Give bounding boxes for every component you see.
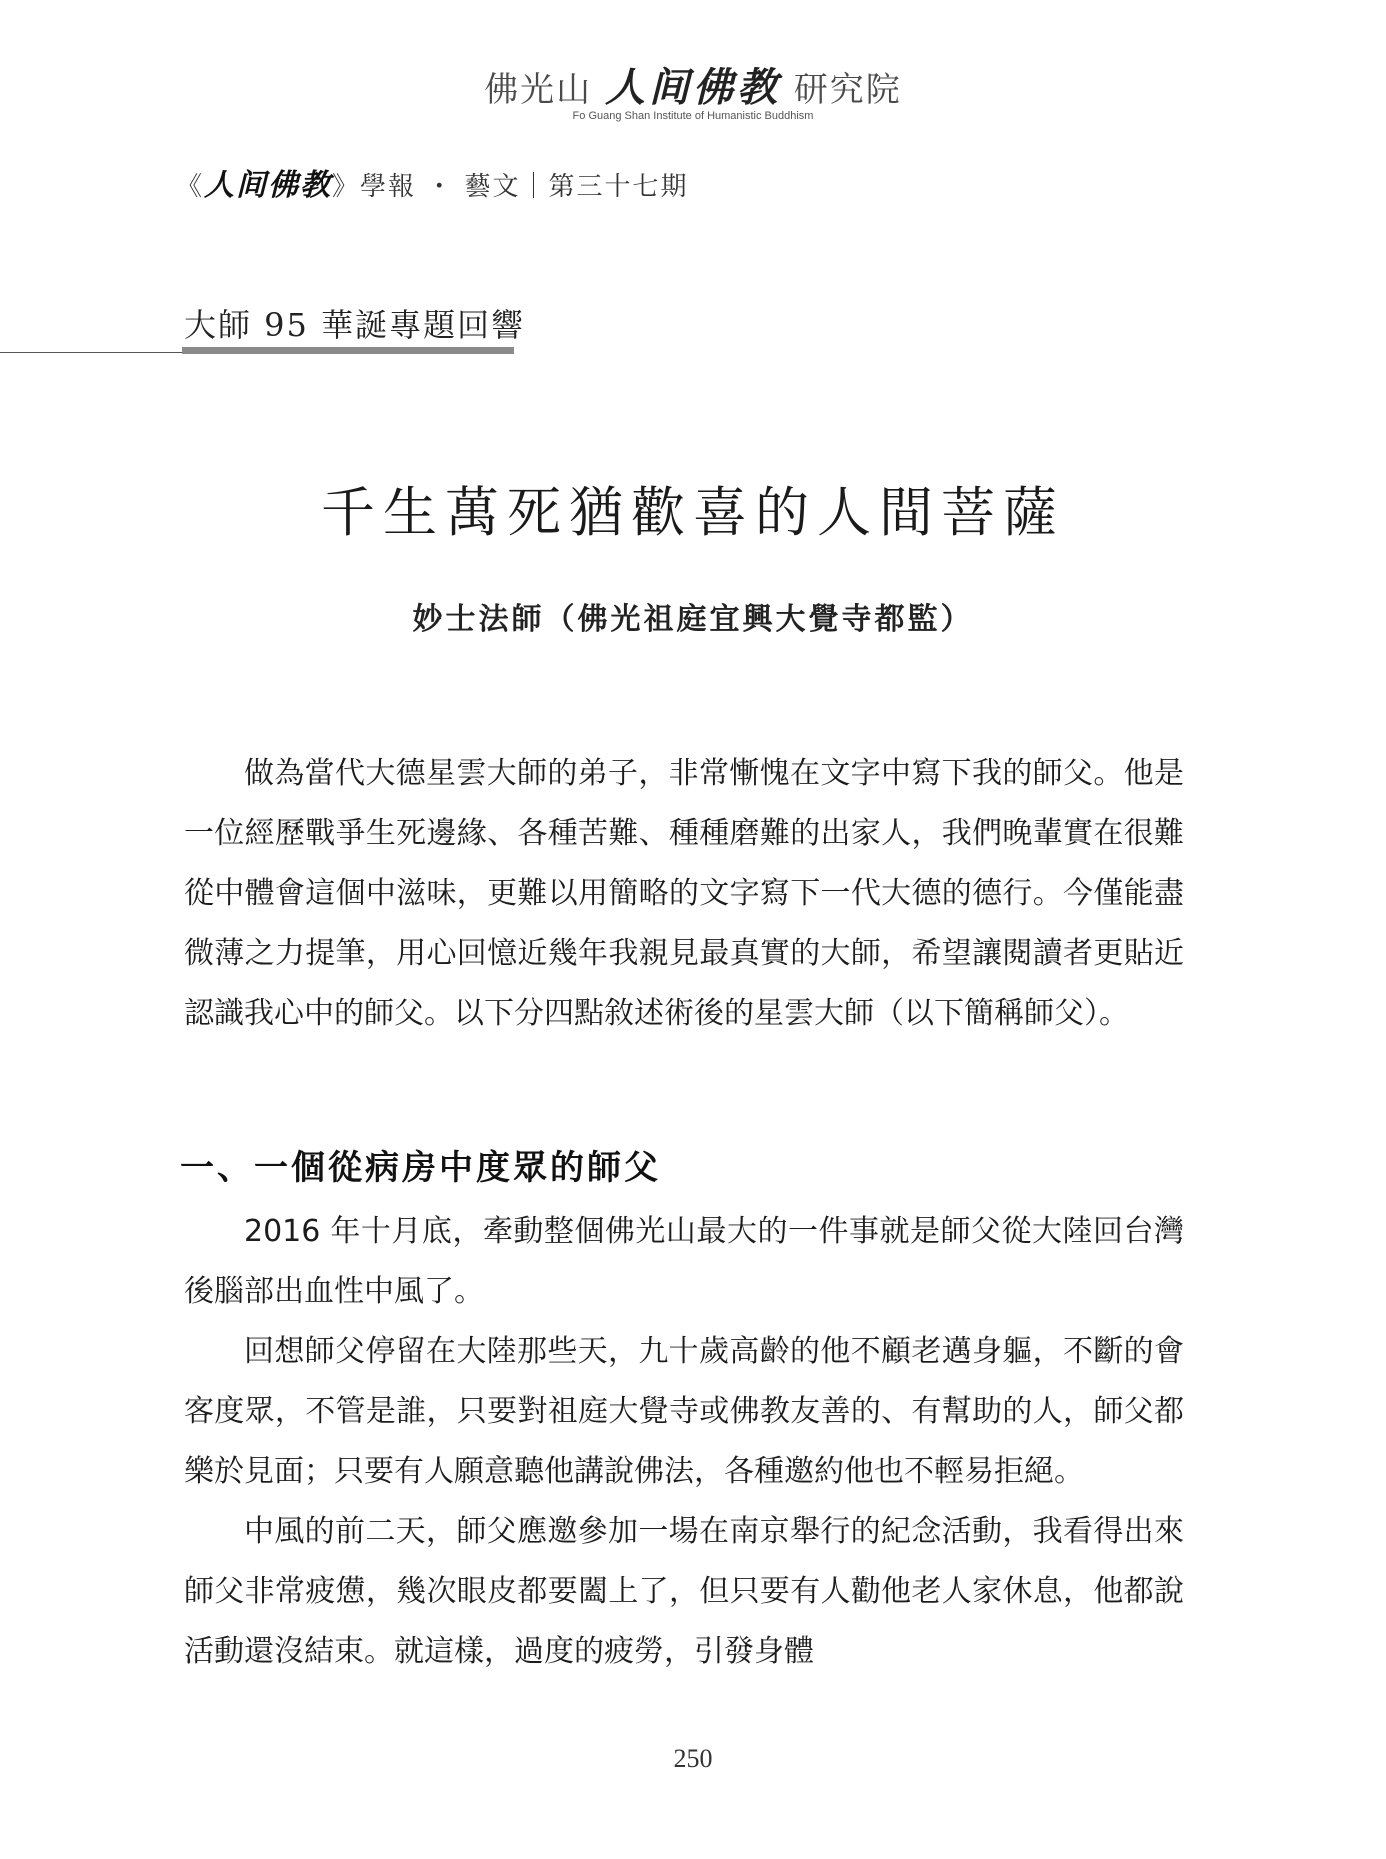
paragraph: 2016 年十月底，牽動整個佛光山最大的一件事就是師父從大陸回台灣後腦部出血性中風了。 bbox=[184, 1214, 1184, 1309]
section-rule-accent bbox=[182, 347, 514, 354]
institute-suffix: 研究院 bbox=[793, 70, 902, 110]
section1-text bbox=[184, 1202, 1184, 1682]
paragraph: 回想師父停留在大陸那些天，九十歲高齡的他不顧老邁身軀，不斷的會客度眾，不管是誰，只要對祖庭大覺寺或佛教友善的、有幫助的人，師父都樂於見面；只要有人願意聽他講說佛法，各種邀約他也不輕易拒絕。 bbox=[184, 1334, 1184, 1489]
institute-prefix: 佛光山 bbox=[484, 70, 593, 110]
article-title: 千生萬死猶歡喜的人間菩薩 bbox=[321, 481, 1065, 544]
institute-brand-logo: 人间佛教 bbox=[605, 65, 781, 111]
intro-paragraph: 做為當代大德星雲大師的弟子，非常慚愧在文字中寫下我的師父。他是一位經歷戰爭生死邊緣、各種苦難、種種磨難的出家人，我們晚輩實在很難從中體會這個中滋味，更難以用簡略的文字寫下一代大德的德行。今僅能盡微薄之力提筆，用心回憶近幾年我親見最真實的大師，希望讓閱讀者更貼近認識我心中的師父。以下分四點敘述術後的星雲大師（以下簡稱師父）。 bbox=[184, 756, 1184, 1031]
page-number: 250 bbox=[673, 1744, 713, 1773]
journal-issue: 》學報 ・ 藝文｜第三十七期 bbox=[332, 172, 689, 202]
section-tag: 大師 95 華誕專題回響 bbox=[184, 306, 526, 344]
journal-header bbox=[176, 160, 689, 204]
journal-open-bracket: 《 bbox=[176, 172, 205, 202]
journal-brand-logo: 人间佛教 bbox=[204, 168, 333, 203]
intro-text bbox=[184, 744, 1184, 1044]
section-heading: 一、一個從病房中度眾的師父 bbox=[180, 1148, 661, 1188]
institute-name bbox=[0, 56, 1386, 113]
institute-english-name: Fo Guang Shan Institute of Humanistic Buddhism bbox=[572, 110, 814, 122]
paragraph: 中風的前二天，師父應邀參加一場在南京舉行的紀念活動，我看得出來師父非常疲憊，幾次眼皮都要闔上了，但只要有人勸他老人家休息，他都說活動還沒結束。就這樣，過度的疲勞，引發身體 bbox=[184, 1514, 1184, 1669]
article-author: 妙士法師（佛光祖庭宜興大覺寺都監） bbox=[412, 602, 974, 637]
